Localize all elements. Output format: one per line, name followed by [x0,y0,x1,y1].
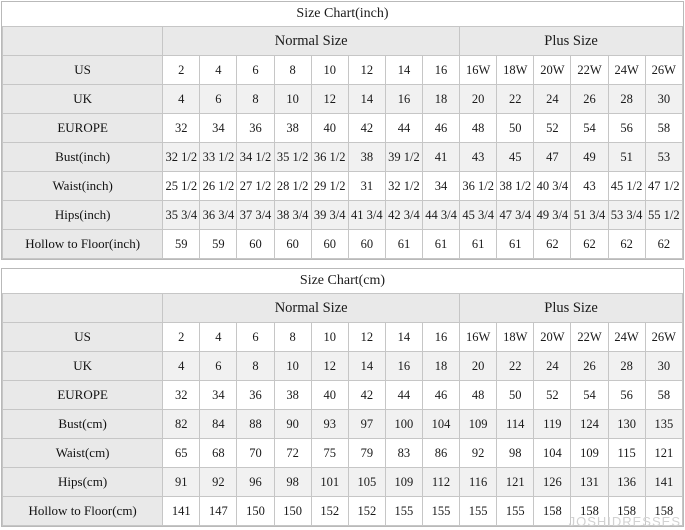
cell: 60 [274,230,311,259]
cell: 20W [534,323,571,352]
cell: 30 [645,85,682,114]
table-row [3,323,683,352]
cell: 136 [608,468,645,497]
cell: 60 [311,230,348,259]
cell: 158 [608,497,645,526]
cell: 45 3/4 [460,201,497,230]
cell: 38 1/2 [497,172,534,201]
cell: 28 [608,85,645,114]
cell: 97 [348,410,385,439]
cell: 130 [608,410,645,439]
row-label: Hollow to Floor(inch) [3,230,163,259]
cell: 62 [571,230,608,259]
row-label: Hips(cm) [3,468,163,497]
cell: 18 [422,352,459,381]
cell: 88 [237,410,274,439]
cell: 56 [608,114,645,143]
table-row [3,230,683,259]
cell: 2 [163,56,200,85]
cell: 44 [385,114,422,143]
cell: 14 [348,85,385,114]
cell: 62 [534,230,571,259]
cell: 28 1/2 [274,172,311,201]
cell: 34 [200,381,237,410]
cell: 82 [163,410,200,439]
group-header-normal: Normal Size [163,294,460,323]
cell: 40 3/4 [534,172,571,201]
row-label: US [3,323,163,352]
row-label: EUROPE [3,381,163,410]
cell: 32 [163,381,200,410]
cell: 16W [460,323,497,352]
cell: 109 [385,468,422,497]
cell: 45 1/2 [608,172,645,201]
cell: 16 [422,323,459,352]
corner-cell [3,27,163,56]
cell: 22W [571,323,608,352]
cell: 22W [571,56,608,85]
cell: 53 3/4 [608,201,645,230]
cell: 98 [497,439,534,468]
cell: 42 [348,114,385,143]
cell: 53 [645,143,682,172]
cell: 34 [423,172,460,201]
cell: 14 [385,56,422,85]
cell: 48 [460,114,497,143]
cell: 92 [460,439,497,468]
cell: 40 [311,381,348,410]
cell: 61 [423,230,460,259]
table-title-row [3,2,683,27]
cell: 47 3/4 [497,201,534,230]
cell: 12 [311,85,348,114]
cell: 14 [385,323,422,352]
cell: 36 1/2 [460,172,497,201]
cell: 46 [423,114,460,143]
cell: 32 1/2 [385,172,422,201]
cell: 83 [385,439,422,468]
cell: 61 [460,230,497,259]
cell: 24W [608,323,645,352]
cell: 16 [423,56,460,85]
cell: 4 [163,85,200,114]
row-label: UK [3,352,163,381]
cell: 109 [460,410,497,439]
cell: 141 [163,497,200,526]
cell: 38 3/4 [274,201,311,230]
cell: 12 [348,56,385,85]
cell: 105 [348,468,385,497]
row-label: Bust(inch) [3,143,163,172]
cell: 100 [385,410,422,439]
cell: 155 [385,497,422,526]
cell: 51 [608,143,645,172]
cell: 56 [608,381,645,410]
cell: 45 [497,143,534,172]
cell: 141 [645,468,682,497]
row-label: Bust(cm) [3,410,163,439]
cell: 86 [422,439,459,468]
table-row [3,410,683,439]
cell: 147 [200,497,237,526]
cell: 98 [274,468,311,497]
cell: 112 [422,468,459,497]
cell: 91 [163,468,200,497]
cell: 41 [423,143,460,172]
cell: 4 [200,56,237,85]
row-label: EUROPE [3,114,163,143]
cell: 8 [274,323,311,352]
cell: 152 [348,497,385,526]
table-row [3,85,683,114]
cell: 38 [274,114,311,143]
table-group-row [3,27,683,56]
cell: 79 [348,439,385,468]
cell: 18W [497,323,534,352]
cell: 10 [274,352,311,381]
cell: 42 [348,381,385,410]
cell: 32 [163,114,200,143]
cell: 38 [348,143,385,172]
cell: 115 [608,439,645,468]
cell: 16 [385,352,422,381]
cell: 49 [571,143,608,172]
table-row [3,468,683,497]
cell: 31 [348,172,385,201]
cell: 131 [571,468,608,497]
cell: 34 [200,114,237,143]
cell: 29 1/2 [311,172,348,201]
cell: 35 3/4 [163,201,200,230]
cell: 8 [274,56,311,85]
cell: 35 1/2 [274,143,311,172]
cell: 84 [200,410,237,439]
cell: 58 [645,381,682,410]
table-row [3,56,683,85]
cell: 36 1/2 [311,143,348,172]
table-row [3,201,683,230]
cell: 124 [571,410,608,439]
cell: 26W [645,56,682,85]
cell: 50 [497,381,534,410]
size-chart-cm-block [1,268,684,527]
cell: 6 [200,85,237,114]
cell: 62 [645,230,682,259]
cell: 43 [460,143,497,172]
size-chart-inch-table [2,2,683,259]
cell: 58 [645,114,682,143]
cell: 68 [200,439,237,468]
chart-title: Size Chart(inch) [3,2,683,27]
group-header-normal: Normal Size [163,27,460,56]
cell: 92 [200,468,237,497]
cell: 8 [237,352,274,381]
table-group-row [3,294,683,323]
cell: 6 [237,323,274,352]
cell: 59 [200,230,237,259]
row-label: US [3,56,163,85]
table-row [3,381,683,410]
cell: 30 [645,352,682,381]
cell: 36 [237,381,274,410]
cell: 54 [571,381,608,410]
cell: 150 [274,497,311,526]
cell: 20 [460,352,497,381]
table-row [3,114,683,143]
cell: 24W [608,56,645,85]
cell: 109 [571,439,608,468]
table-row [3,172,683,201]
cell: 121 [645,439,682,468]
cell: 116 [460,468,497,497]
cell: 42 3/4 [385,201,422,230]
cell: 18W [497,56,534,85]
cell: 41 3/4 [348,201,385,230]
cell: 39 3/4 [311,201,348,230]
cell: 26 1/2 [200,172,237,201]
cell: 36 3/4 [200,201,237,230]
row-label: Hollow to Floor(cm) [3,497,163,526]
cell: 2 [163,323,200,352]
cell: 24 [534,85,571,114]
cell: 52 [534,381,571,410]
cell: 96 [237,468,274,497]
cell: 26 [571,85,608,114]
cell: 25 1/2 [163,172,200,201]
cell: 61 [385,230,422,259]
cell: 36 [237,114,274,143]
cell: 32 1/2 [163,143,200,172]
cell: 40 [311,114,348,143]
table-title-row [3,269,683,294]
cell: 49 3/4 [534,201,571,230]
cell: 22 [497,85,534,114]
cell: 126 [534,468,571,497]
cell: 22 [497,352,534,381]
row-label: Waist(inch) [3,172,163,201]
cell: 155 [497,497,534,526]
cell: 59 [163,230,200,259]
cell: 158 [571,497,608,526]
cell: 65 [163,439,200,468]
cell: 101 [311,468,348,497]
cell: 150 [237,497,274,526]
cell: 20 [460,85,497,114]
chart-title: Size Chart(cm) [3,269,683,294]
size-chart-cm-table [2,269,683,526]
table-row [3,497,683,526]
cell: 16 [385,85,422,114]
size-chart-inch-block [1,1,684,260]
cell: 135 [645,410,682,439]
cell: 158 [534,497,571,526]
cell: 27 1/2 [237,172,274,201]
cell: 55 1/2 [645,201,682,230]
watermark: JOSHIDRESSES [568,514,681,529]
cell: 47 1/2 [645,172,682,201]
cell: 44 3/4 [423,201,460,230]
cell: 33 1/2 [200,143,237,172]
cell: 70 [237,439,274,468]
cell: 28 [608,352,645,381]
cell: 10 [274,85,311,114]
cell: 158 [645,497,682,526]
cell: 12 [311,352,348,381]
cell: 50 [497,114,534,143]
cell: 152 [311,497,348,526]
cell: 12 [348,323,385,352]
cell: 26 [571,352,608,381]
cell: 18 [423,85,460,114]
cell: 155 [422,497,459,526]
cell: 4 [163,352,200,381]
cell: 51 3/4 [571,201,608,230]
cell: 54 [571,114,608,143]
group-header-plus: Plus Size [460,27,683,56]
cell: 47 [534,143,571,172]
cell: 10 [311,323,348,352]
cell: 20W [534,56,571,85]
cell: 46 [422,381,459,410]
cell: 114 [497,410,534,439]
cell: 62 [608,230,645,259]
cell: 14 [348,352,385,381]
size-chart-page [0,1,685,530]
cell: 72 [274,439,311,468]
cell: 39 1/2 [385,143,422,172]
cell: 34 1/2 [237,143,274,172]
cell: 155 [460,497,497,526]
corner-cell [3,294,163,323]
table-row [3,352,683,381]
cell: 10 [311,56,348,85]
group-header-plus: Plus Size [460,294,683,323]
cell: 6 [200,352,237,381]
table-row [3,439,683,468]
cell: 60 [348,230,385,259]
row-label: Waist(cm) [3,439,163,468]
cell: 93 [311,410,348,439]
cell: 37 3/4 [237,201,274,230]
cell: 6 [237,56,274,85]
cell: 48 [460,381,497,410]
cell: 24 [534,352,571,381]
row-label: Hips(inch) [3,201,163,230]
cell: 61 [497,230,534,259]
row-label: UK [3,85,163,114]
cell: 26W [645,323,682,352]
cell: 119 [534,410,571,439]
cell: 60 [237,230,274,259]
table-row [3,143,683,172]
cell: 44 [385,381,422,410]
cell: 104 [534,439,571,468]
cell: 104 [422,410,459,439]
cell: 8 [237,85,274,114]
cell: 121 [497,468,534,497]
cell: 75 [311,439,348,468]
cell: 4 [200,323,237,352]
cell: 52 [534,114,571,143]
cell: 38 [274,381,311,410]
cell: 90 [274,410,311,439]
cell: 16W [460,56,497,85]
cell: 43 [571,172,608,201]
